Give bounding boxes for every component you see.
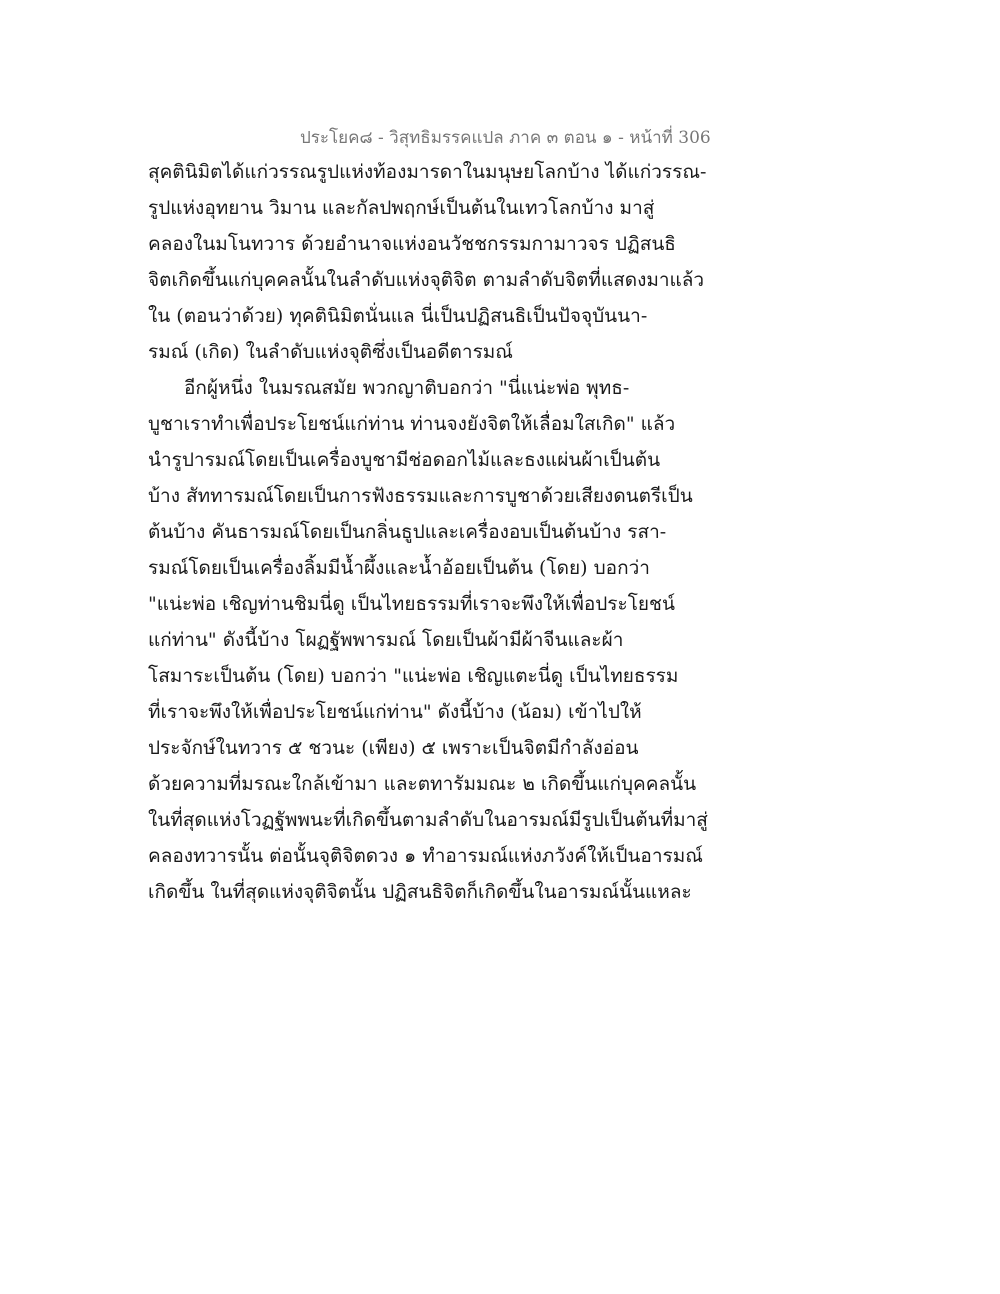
text-line: นำรูปารมณ์โดยเป็นเครื่องบูชามีช่อดอกไม้และธงแผ่นผ้าเป็นต้น	[148, 449, 661, 471]
text-line: บ้าง สัททารมณ์โดยเป็นการฟังธรรมและการบูชาด้วยเสียงดนตรีเป็น	[148, 485, 693, 507]
text-line: เกิดขึ้น ในที่สุดแห่งจุติจิตนั้น ปฏิสนธิจิตก็เกิดขึ้นในอารมณ์นั้นแหละ	[148, 881, 692, 903]
text-line: ในที่สุดแห่งโวฏฐัพพนะที่เกิดขึ้นตามลำดับในอารมณ์มีรูปเป็นต้นที่มาสู่	[148, 809, 708, 831]
text-line: สุคตินิมิตได้แก่วรรณรูปแห่งท้องมารดาในมนุษยโลกบ้าง ได้แก่วรรณ-	[148, 161, 707, 183]
body-text	[148, 154, 708, 910]
text-line: คลองในมโนทวาร ด้วยอำนาจแห่งอนวัชชกรรมกามาวจร ปฏิสนธิ	[148, 233, 676, 255]
text-line: ด้วยความที่มรณะใกล้เข้ามา และตทารัมมณะ ๒ เกิดขึ้นแก่บุคคลนั้น	[148, 773, 697, 795]
text-line: รมณ์ (เกิด) ในลำดับแห่งจุติซึ่งเป็นอดีตารมณ์	[148, 341, 513, 363]
text-line: คลองทวารนั้น ต่อนั้นจุติจิตดวง ๑ ทำอารมณ์แห่งภวังค์ให้เป็นอารมณ์	[148, 845, 703, 867]
text-line: อีกผู้หนึ่ง ในมรณสมัย พวกญาติบอกว่า "นี่แน่ะพ่อ พุทธ-	[184, 377, 630, 399]
text-line: ใน (ตอนว่าด้วย) ทุคตินิมิตนั่นแล นี่เป็นปฏิสนธิเป็นปัจจุบันนา-	[148, 305, 648, 327]
paragraph-2	[148, 370, 708, 910]
text-line: โสมาระเป็นต้น (โดย) บอกว่า "แน่ะพ่อ เชิญแตะนี่ดู เป็นไทยธรรม	[148, 665, 679, 687]
text-line: รูปแห่งอุทยาน วิมาน และกัลปพฤกษ์เป็นต้นในเทวโลกบ้าง มาสู่	[148, 197, 655, 219]
text-line: บูชาเราทำเพื่อประโยชน์แก่ท่าน ท่านจงยังจิตให้เลื่อมใสเกิด" แล้ว	[148, 413, 676, 435]
text-line: ที่เราจะพึงให้เพื่อประโยชน์แก่ท่าน" ดังนี้บ้าง (น้อม) เข้าไปให้	[148, 701, 642, 723]
text-line: ต้นบ้าง คันธารมณ์โดยเป็นกลิ่นธูปและเครื่องอบเป็นต้นบ้าง รสา-	[148, 521, 667, 543]
running-header: ประโยค๘ - วิสุทธิมรรคแปล ภาค ๓ ตอน ๑ - หน้าที่ 306	[300, 128, 711, 148]
text-line: จิตเกิดขึ้นแก่บุคคลนั้นในลำดับแห่งจุติจิต ตามลำดับจิตที่แสดงมาแล้ว	[148, 269, 705, 291]
text-line: "แน่ะพ่อ เชิญท่านชิมนี่ดู เป็นไทยธรรมที่เราจะพึงให้เพื่อประโยชน์	[148, 593, 675, 615]
text-line: ประจักษ์ในทวาร ๕ ชวนะ (เพียง) ๕ เพราะเป็นจิตมีกำลังอ่อน	[148, 737, 639, 759]
text-line: แก่ท่าน" ดังนี้บ้าง โผฏฐัพพารมณ์ โดยเป็นผ้ามีผ้าจีนและผ้า	[148, 629, 624, 651]
text-line: รมณ์โดยเป็นเครื่องลิ้มมีน้ำผึ้งและน้ำอ้อยเป็นต้น (โดย) บอกว่า	[148, 557, 650, 579]
paragraph-1	[148, 154, 708, 370]
